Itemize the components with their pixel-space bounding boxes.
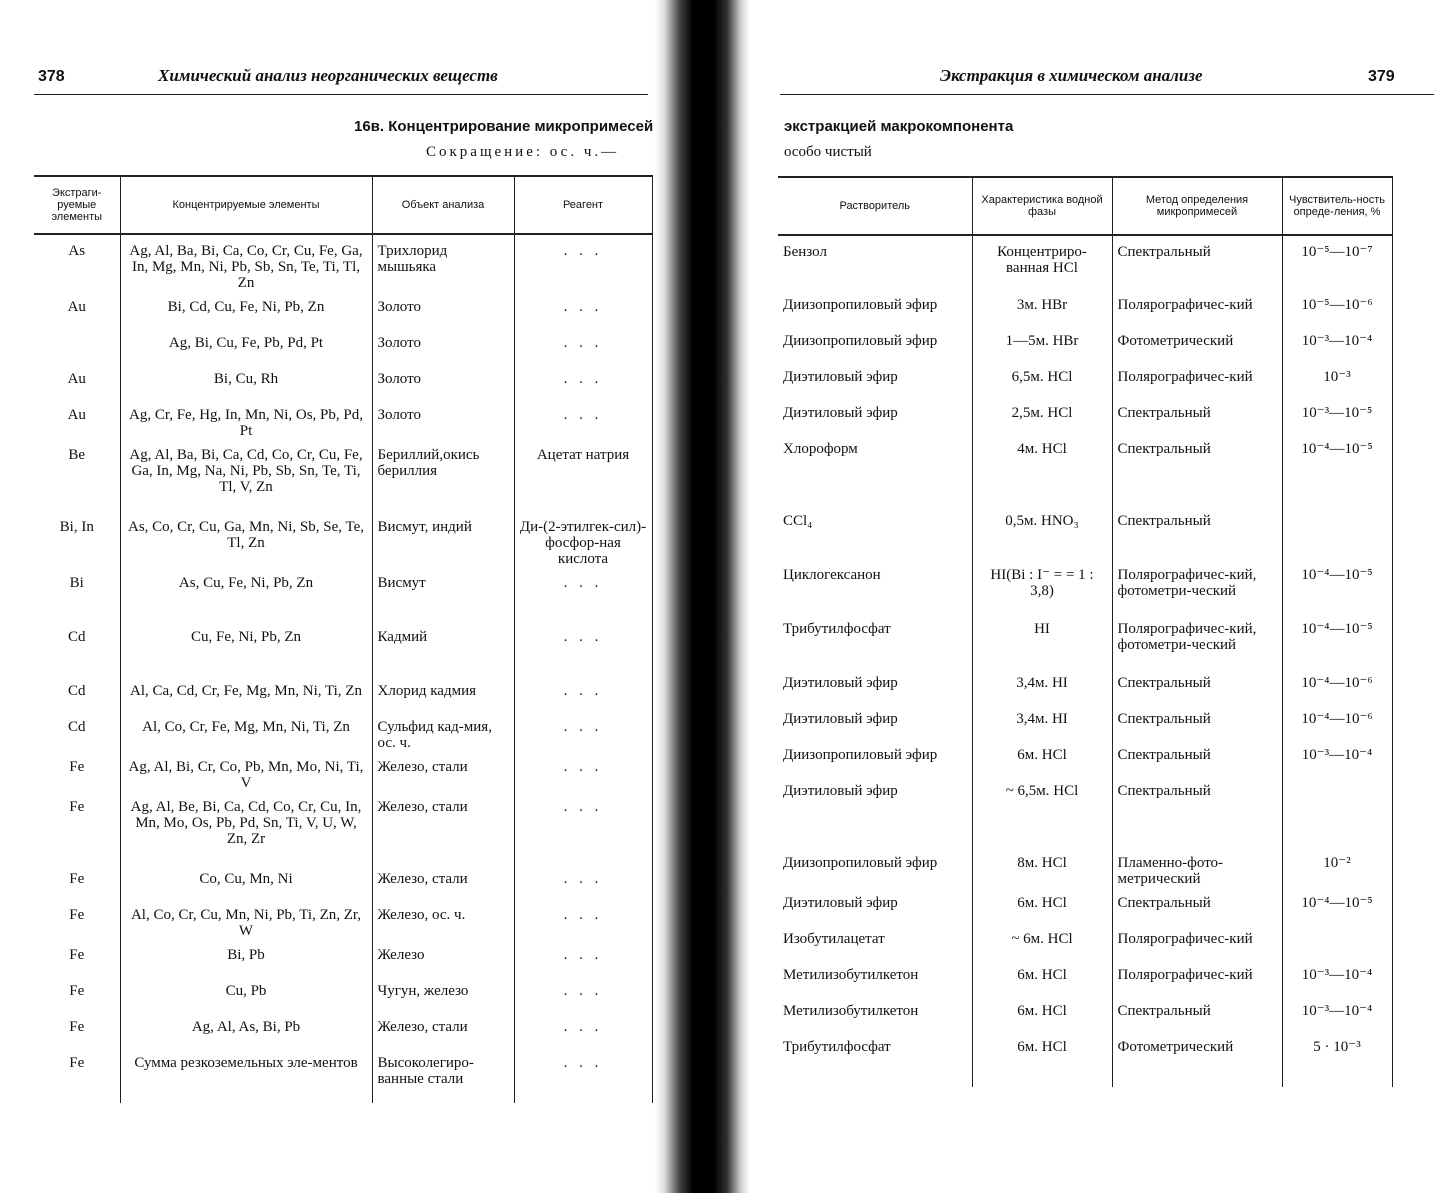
sensitivity-cell: 10⁻⁴—10⁻⁵ — [1282, 433, 1392, 505]
determination-method-cell: Спектральный — [1112, 995, 1282, 1031]
determination-method-cell: Спектральный — [1112, 775, 1282, 847]
left-table-row — [34, 863, 652, 899]
solvent-cell: Диизопропиловый эфир — [778, 847, 972, 887]
determination-method-cell: Спектральный — [1112, 887, 1282, 923]
concentrated-elements-cell: Al, Co, Cr, Fe, Mg, Mn, Ni, Ti, Zn — [120, 711, 372, 751]
reagent-cell: . . . — [514, 863, 652, 899]
extracted-element-cell: Fe — [34, 751, 120, 791]
col-header-reagent: Реагент — [514, 176, 652, 234]
aqueous-phase-cell: 6м. HCl — [972, 887, 1112, 923]
left-table-row — [34, 1047, 652, 1103]
analysis-object-cell: Сульфид кад-мия, ос. ч. — [372, 711, 514, 751]
concentrated-elements-cell: Ag, Cr, Fe, Hg, In, Mn, Ni, Os, Pb, Pd, Pt — [120, 399, 372, 439]
concentrated-elements-cell: Cu, Fe, Ni, Pb, Zn — [120, 621, 372, 675]
analysis-object-cell: Висмут, индий — [372, 511, 514, 567]
reagent-cell: Ацетат натрия — [514, 439, 652, 511]
concentrated-elements-cell: Al, Co, Cr, Cu, Mn, Ni, Pb, Ti, Zn, Zr, W — [120, 899, 372, 939]
left-table-row — [34, 711, 652, 751]
left-running-title: Химический анализ неорганических веществ — [158, 66, 498, 85]
determination-method-cell: Полярографичес-кий — [1112, 289, 1282, 325]
left-table-header-row — [34, 176, 652, 234]
analysis-object-cell: Железо, стали — [372, 1011, 514, 1047]
right-table-row — [778, 613, 1392, 667]
analysis-object-cell: Бериллий,окись бериллия — [372, 439, 514, 511]
right-running-title: Экстракция в химическом анализе — [940, 66, 1203, 85]
right-table-row — [778, 847, 1392, 887]
concentrated-elements-cell: Ag, Al, Be, Bi, Ca, Cd, Co, Cr, Cu, In, Mn, Mo, Os, Pb, Pd, Sn, Ti, V, U, W, Zn, Zr — [120, 791, 372, 863]
sensitivity-cell: 10⁻³—10⁻⁴ — [1282, 995, 1392, 1031]
left-page-number: 378 — [38, 68, 65, 85]
extracted-element-cell: Fe — [34, 1011, 120, 1047]
aqueous-phase-cell: 3,4м. HI — [972, 703, 1112, 739]
determination-method-cell: Спектральный — [1112, 397, 1282, 433]
right-caption-continued: экстракцией макрокомпонента — [784, 118, 1014, 135]
sensitivity-cell: 5 · 10⁻³ — [1282, 1031, 1392, 1087]
right-table-row — [778, 667, 1392, 703]
left-table-row — [34, 939, 652, 975]
extracted-element-cell: Fe — [34, 975, 120, 1011]
solvent-cell: Изобутилацетат — [778, 923, 972, 959]
concentrated-elements-cell: Cu, Pb — [120, 975, 372, 1011]
analysis-object-cell: Высоколегиро-ванные стали — [372, 1047, 514, 1103]
solvent-cell: Диэтиловый эфир — [778, 667, 972, 703]
extracted-element-cell: Cd — [34, 621, 120, 675]
analysis-object-cell: Золото — [372, 291, 514, 327]
aqueous-phase-cell: ~ 6м. HCl — [972, 923, 1112, 959]
determination-method-cell: Спектральный — [1112, 235, 1282, 289]
reagent-cell: . . . — [514, 291, 652, 327]
analysis-object-cell: Железо, стали — [372, 791, 514, 863]
left-table-caption: 16в. Концентрирование микропримесей — [354, 118, 654, 135]
reagent-cell: . . . — [514, 939, 652, 975]
aqueous-phase-cell: 8м. HCl — [972, 847, 1112, 887]
analysis-object-cell: Чугун, железо — [372, 975, 514, 1011]
col-header-method: Метод определения микропримесей — [1112, 177, 1282, 235]
extracted-element-cell: Fe — [34, 791, 120, 863]
solvent-cell: Диэтиловый эфир — [778, 887, 972, 923]
reagent-cell: . . . — [514, 975, 652, 1011]
left-table-row — [34, 234, 652, 291]
sensitivity-cell: 10⁻⁴—10⁻⁶ — [1282, 703, 1392, 739]
analysis-object-cell: Железо, ос. ч. — [372, 899, 514, 939]
analysis-object-cell: Железо, стали — [372, 863, 514, 899]
determination-method-cell: Полярографичес-кий — [1112, 923, 1282, 959]
right-table-row — [778, 559, 1392, 613]
col-header-object: Объект анализа — [372, 176, 514, 234]
col-header-sensitivity: Чувствитель-ность опреде-ления, % — [1282, 177, 1392, 235]
right-table-row — [778, 433, 1392, 505]
extracted-element-cell: Bi, In — [34, 511, 120, 567]
solvent-cell: Метилизобутилкетон — [778, 995, 972, 1031]
sensitivity-cell: 10⁻⁴—10⁻⁵ — [1282, 559, 1392, 613]
extracted-element-cell: Fe — [34, 939, 120, 975]
extracted-element-cell: Bi — [34, 567, 120, 621]
solvent-cell: Диизопропиловый эфир — [778, 739, 972, 775]
col-header-solvent: Растворитель — [778, 177, 972, 235]
reagent-cell: . . . — [514, 899, 652, 939]
aqueous-phase-cell: 1—5м. HBr — [972, 325, 1112, 361]
solvent-cell: Трибутилфосфат — [778, 613, 972, 667]
analysis-object-cell: Золото — [372, 363, 514, 399]
sensitivity-cell: 10⁻³—10⁻⁴ — [1282, 325, 1392, 361]
sensitivity-cell: 10⁻³—10⁻⁵ — [1282, 397, 1392, 433]
aqueous-phase-cell: 6м. HCl — [972, 995, 1112, 1031]
determination-method-cell: Фотометрический — [1112, 325, 1282, 361]
aqueous-phase-cell: HI(Bi : I⁻ = = 1 : 3,8) — [972, 559, 1112, 613]
sensitivity-cell: 10⁻⁴—10⁻⁵ — [1282, 613, 1392, 667]
reagent-cell: . . . — [514, 327, 652, 363]
solvent-cell: Хлороформ — [778, 433, 972, 505]
determination-method-cell: Фотометрический — [1112, 1031, 1282, 1087]
right-table-row — [778, 775, 1392, 847]
sensitivity-cell: 10⁻² — [1282, 847, 1392, 887]
reagent-cell: . . . — [514, 675, 652, 711]
right-table-row — [778, 923, 1392, 959]
reagent-cell: . . . — [514, 567, 652, 621]
concentrated-elements-cell: As, Co, Cr, Cu, Ga, Mn, Ni, Sb, Se, Te, Tl, Zn — [120, 511, 372, 567]
right-table-row — [778, 397, 1392, 433]
left-table-row — [34, 399, 652, 439]
reagent-cell: . . . — [514, 234, 652, 291]
left-table-row — [34, 291, 652, 327]
left-table-row — [34, 567, 652, 621]
col-header-extracted: Экстраги-руемые элементы — [34, 176, 120, 234]
right-table-row — [778, 703, 1392, 739]
right-table-row — [778, 235, 1392, 289]
reagent-cell: . . . — [514, 711, 652, 751]
right-table-row — [778, 739, 1392, 775]
concentrated-elements-cell: Bi, Pb — [120, 939, 372, 975]
determination-method-cell: Спектральный — [1112, 433, 1282, 505]
analysis-object-cell: Трихлорид мышьяка — [372, 234, 514, 291]
extracted-element-cell — [34, 327, 120, 363]
concentrated-elements-cell: Сумма резкоземельных эле-ментов — [120, 1047, 372, 1103]
analysis-object-cell: Висмут — [372, 567, 514, 621]
extracted-element-cell: Au — [34, 399, 120, 439]
left-table-row — [34, 1011, 652, 1047]
reagent-cell: . . . — [514, 1011, 652, 1047]
extracted-element-cell: As — [34, 234, 120, 291]
left-table-row — [34, 621, 652, 675]
reagent-cell: . . . — [514, 399, 652, 439]
col-header-elements: Концентрируемые элементы — [120, 176, 372, 234]
analysis-object-cell: Золото — [372, 327, 514, 363]
concentrated-elements-cell: Ag, Al, Ba, Bi, Ca, Co, Cr, Cu, Fe, Ga, In, Mg, Mn, Ni, Pb, Sb, Sn, Te, Ti, Tl, Zn — [120, 234, 372, 291]
concentrated-elements-cell: Ag, Al, As, Bi, Pb — [120, 1011, 372, 1047]
extracted-element-cell: Cd — [34, 675, 120, 711]
left-header-rule — [34, 94, 648, 95]
determination-method-cell: Полярографичес-кий, фотометри-ческий — [1112, 613, 1282, 667]
sensitivity-cell: 10⁻⁵—10⁻⁷ — [1282, 235, 1392, 289]
extracted-element-cell: Be — [34, 439, 120, 511]
aqueous-phase-cell: Концентриро-ванная HCl — [972, 235, 1112, 289]
solvent-cell: Метилизобутилкетон — [778, 959, 972, 995]
determination-method-cell: Пламенно-фото-метрический — [1112, 847, 1282, 887]
left-table-row — [34, 439, 652, 511]
solvent-cell: Диэтиловый эфир — [778, 775, 972, 847]
aqueous-phase-cell: 3,4м. HI — [972, 667, 1112, 703]
right-subcaption: особо чистый — [784, 144, 872, 160]
book-gutter-shadow — [655, 0, 750, 1193]
left-table-row — [34, 511, 652, 567]
concentrated-elements-cell: As, Cu, Fe, Ni, Pb, Zn — [120, 567, 372, 621]
concentrated-elements-cell: Ag, Bi, Cu, Fe, Pb, Pd, Pt — [120, 327, 372, 363]
right-table-row — [778, 1031, 1392, 1087]
analysis-object-cell: Железо — [372, 939, 514, 975]
solvent-cell: Диэтиловый эфир — [778, 397, 972, 433]
right-table-row — [778, 361, 1392, 397]
solvent-cell: Диизопропиловый эфир — [778, 289, 972, 325]
extracted-element-cell: Au — [34, 291, 120, 327]
sensitivity-cell: 10⁻⁵—10⁻⁶ — [1282, 289, 1392, 325]
reagent-cell: . . . — [514, 621, 652, 675]
left-table-row — [34, 975, 652, 1011]
extracted-element-cell: Cd — [34, 711, 120, 751]
left-table — [34, 175, 653, 1103]
sensitivity-cell: 10⁻³—10⁻⁴ — [1282, 739, 1392, 775]
aqueous-phase-cell: 3м. HBr — [972, 289, 1112, 325]
reagent-cell: . . . — [514, 1047, 652, 1103]
aqueous-phase-cell: HI — [972, 613, 1112, 667]
solvent-cell: Циклогексанон — [778, 559, 972, 613]
extracted-element-cell: Au — [34, 363, 120, 399]
right-table-row — [778, 995, 1392, 1031]
left-table-row — [34, 675, 652, 711]
right-table — [778, 176, 1393, 1087]
reagent-cell: Ди-(2-этилгек-сил)-фосфор-ная кислота — [514, 511, 652, 567]
analysis-object-cell: Кадмий — [372, 621, 514, 675]
determination-method-cell: Полярографичес-кий, фотометри-ческий — [1112, 559, 1282, 613]
determination-method-cell: Спектральный — [1112, 667, 1282, 703]
sensitivity-cell — [1282, 923, 1392, 959]
left-table-row — [34, 363, 652, 399]
left-subcaption: Сокращение: ос. ч.— — [426, 144, 620, 160]
sensitivity-cell — [1282, 775, 1392, 847]
concentrated-elements-cell: Bi, Cd, Cu, Fe, Ni, Pb, Zn — [120, 291, 372, 327]
right-table-header-row — [778, 177, 1392, 235]
determination-method-cell: Спектральный — [1112, 739, 1282, 775]
aqueous-phase-cell: 0,5м. HNO₃ — [972, 505, 1112, 559]
solvent-cell: Диэтиловый эфир — [778, 703, 972, 739]
analysis-object-cell: Железо, стали — [372, 751, 514, 791]
aqueous-phase-cell: 6м. HCl — [972, 1031, 1112, 1087]
analysis-object-cell: Золото — [372, 399, 514, 439]
solvent-cell: Трибутилфосфат — [778, 1031, 972, 1087]
aqueous-phase-cell: 6м. HCl — [972, 959, 1112, 995]
right-table-row — [778, 289, 1392, 325]
determination-method-cell: Спектральный — [1112, 703, 1282, 739]
solvent-cell: Диизопропиловый эфир — [778, 325, 972, 361]
extracted-element-cell: Fe — [34, 1047, 120, 1103]
reagent-cell: . . . — [514, 363, 652, 399]
analysis-object-cell: Хлорид кадмия — [372, 675, 514, 711]
sensitivity-cell: 10⁻⁴—10⁻⁵ — [1282, 887, 1392, 923]
concentrated-elements-cell: Ag, Al, Bi, Cr, Co, Pb, Mn, Mo, Ni, Ti, V — [120, 751, 372, 791]
right-table-row — [778, 325, 1392, 361]
extracted-element-cell: Fe — [34, 899, 120, 939]
aqueous-phase-cell: 2,5м. HCl — [972, 397, 1112, 433]
left-page — [0, 0, 660, 1193]
concentrated-elements-cell: Co, Cu, Mn, Ni — [120, 863, 372, 899]
reagent-cell: . . . — [514, 751, 652, 791]
right-table-row — [778, 505, 1392, 559]
extracted-element-cell: Fe — [34, 863, 120, 899]
determination-method-cell: Полярографичес-кий — [1112, 361, 1282, 397]
solvent-cell: Диэтиловый эфир — [778, 361, 972, 397]
solvent-cell: Бензол — [778, 235, 972, 289]
concentrated-elements-cell: Al, Ca, Cd, Cr, Fe, Mg, Mn, Ni, Ti, Zn — [120, 675, 372, 711]
concentrated-elements-cell: Ag, Al, Ba, Bi, Ca, Cd, Co, Cr, Cu, Fe, Ga, In, Mg, Na, Ni, Pb, Sb, Sn, Te, Ti, Tl, V, Zn — [120, 439, 372, 511]
determination-method-cell: Полярографичес-кий — [1112, 959, 1282, 995]
sensitivity-cell: 10⁻³ — [1282, 361, 1392, 397]
col-header-phase: Характеристика водной фазы — [972, 177, 1112, 235]
sensitivity-cell: 10⁻⁴—10⁻⁶ — [1282, 667, 1392, 703]
left-table-row — [34, 899, 652, 939]
right-table-row — [778, 887, 1392, 923]
aqueous-phase-cell: ~ 6,5м. HCl — [972, 775, 1112, 847]
sensitivity-cell: 10⁻³—10⁻⁴ — [1282, 959, 1392, 995]
concentrated-elements-cell: Bi, Cu, Rh — [120, 363, 372, 399]
aqueous-phase-cell: 6,5м. HCl — [972, 361, 1112, 397]
left-table-row — [34, 327, 652, 363]
aqueous-phase-cell: 6м. HCl — [972, 739, 1112, 775]
right-table-row — [778, 959, 1392, 995]
right-page-number: 379 — [1368, 68, 1395, 85]
sensitivity-cell — [1282, 505, 1392, 559]
determination-method-cell: Спектральный — [1112, 505, 1282, 559]
right-page — [740, 0, 1450, 1193]
left-table-row — [34, 751, 652, 791]
reagent-cell: . . . — [514, 791, 652, 863]
right-header-rule — [780, 94, 1434, 95]
left-table-row — [34, 791, 652, 863]
solvent-cell: CCl₄ — [778, 505, 972, 559]
aqueous-phase-cell: 4м. HCl — [972, 433, 1112, 505]
